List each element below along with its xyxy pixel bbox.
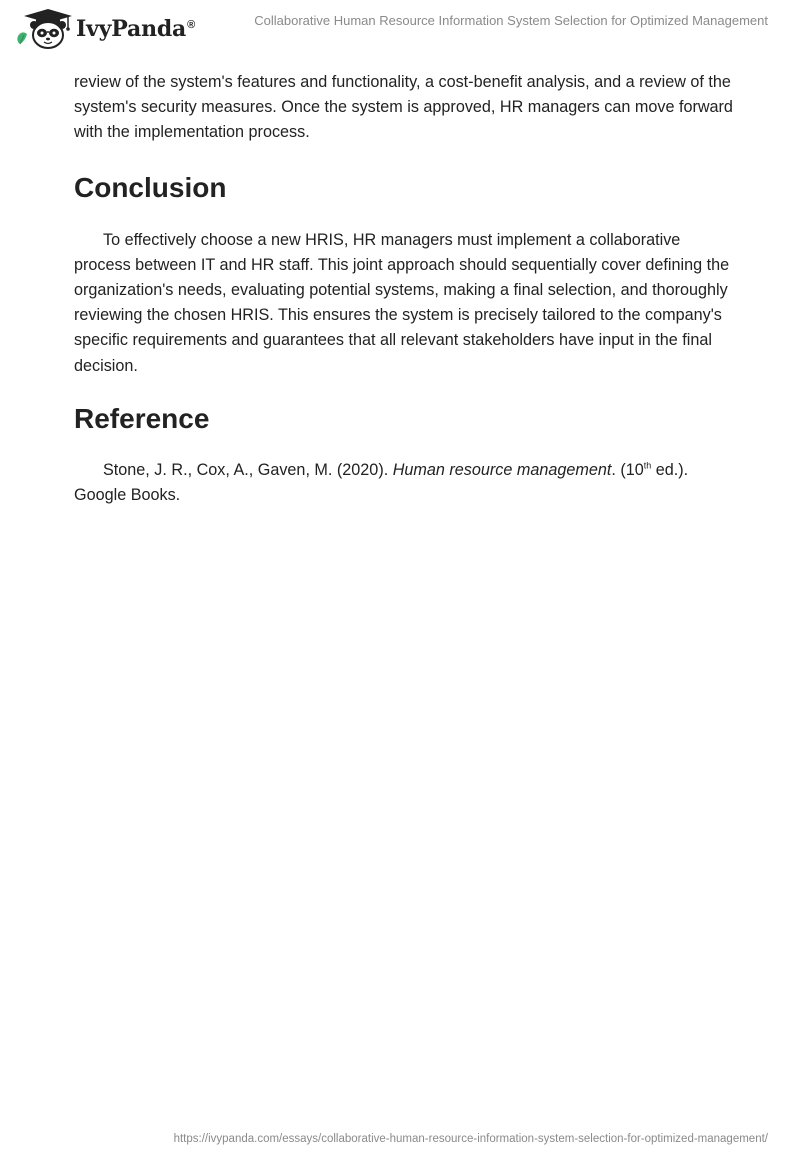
document-title: Collaborative Human Resource Information System Selection for Optimized Management <box>254 13 768 28</box>
reference-edition-suffix: ed.). <box>651 460 689 479</box>
ivypanda-logo[interactable] <box>14 8 195 50</box>
reference-entry <box>74 458 734 508</box>
logo-wordmark: IvyPanda® <box>76 16 196 42</box>
conclusion-paragraph: To effectively choose a new HRIS, HR managers must implement a collaborative process between IT and HR staff. This joint approach should sequentially cover defining the organization's needs, evaluating potential systems, making a final selection, and thoroughly reviewing the chosen HRIS. This ensures the system is precisely tailored to the company's specific requirements and guarantees that all relevant stakeholders have input in the final decision. <box>74 230 730 375</box>
conclusion-heading: Conclusion <box>74 171 227 203</box>
reference-edition-prefix: . (10 <box>611 460 644 479</box>
reference-edition-sup: th <box>643 460 652 471</box>
reference-heading: Reference <box>74 402 210 434</box>
page-header <box>0 0 800 60</box>
intro-paragraph: review of the system's features and functionality, a cost-benefit analysis, and a review of the system's security measures. Once the system is approved, HR managers can move forward with the implementation process. <box>74 73 733 142</box>
reference-authors: Stone, J. R., Cox, A., Gaven, M. (2020). <box>103 460 389 479</box>
registered-mark: ® <box>187 18 196 31</box>
reference-title: Human resource management <box>392 460 612 479</box>
essay-content <box>74 70 734 508</box>
footer-url[interactable]: https://ivypanda.com/essays/collaborative-human-resource-information-system-selection-for-optimized-management/ <box>173 1133 768 1145</box>
panda-graduate-icon <box>14 8 74 50</box>
reference-publisher: Google Books. <box>74 486 181 505</box>
